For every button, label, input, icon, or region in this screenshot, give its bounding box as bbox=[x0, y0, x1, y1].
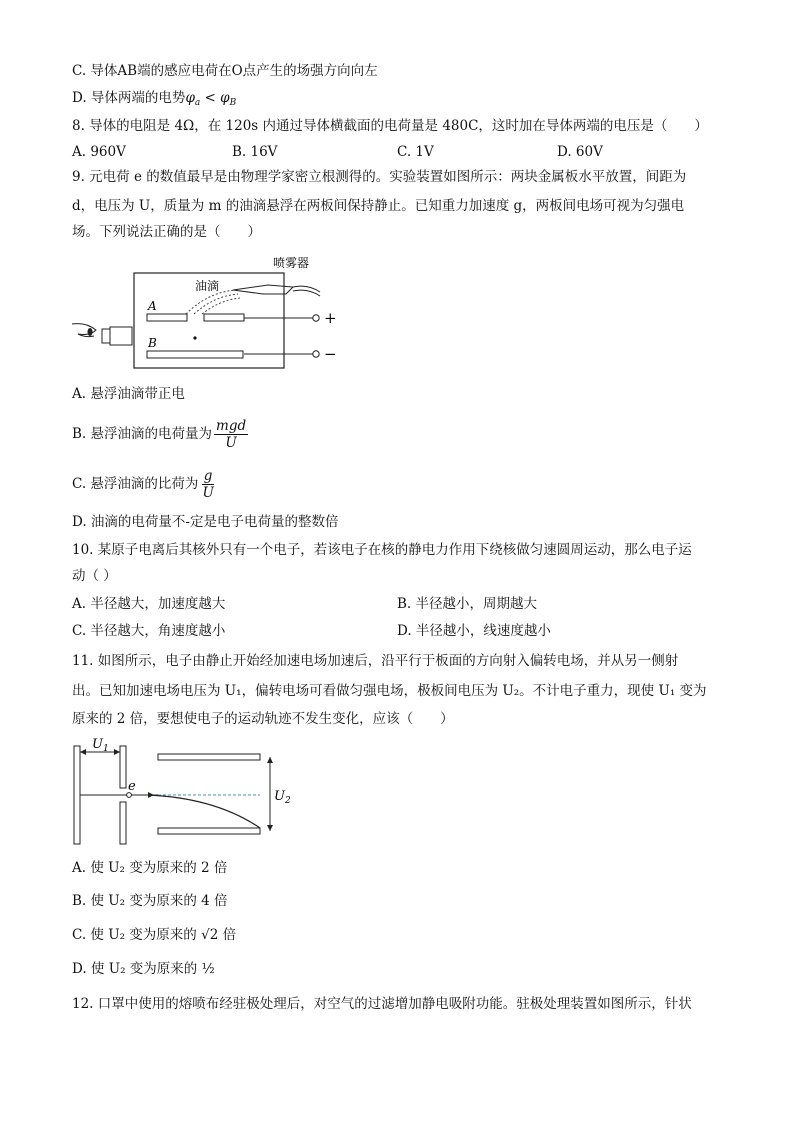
u1-label: $U_1$ bbox=[92, 737, 109, 754]
electron-deflection-figure bbox=[66, 732, 306, 850]
plate-a-left bbox=[147, 314, 187, 321]
q11-stem-line3: 原来的 2 倍，要想使电子的运动轨迹不发生变化，应该（ ） bbox=[72, 711, 454, 727]
q11-option-a: A. 使 U₂ 变为原来的 2 倍 bbox=[72, 860, 228, 876]
microscope bbox=[110, 327, 132, 345]
accelerating-plate-right-top bbox=[120, 746, 126, 788]
electron-label: e bbox=[128, 779, 136, 794]
q9-option-c bbox=[72, 466, 216, 502]
accelerating-plate-right-bottom bbox=[120, 802, 126, 844]
positive-sign: + bbox=[324, 309, 337, 327]
q9-option-c-text: C. 悬浮油滴的比荷为 bbox=[72, 476, 199, 492]
q11-stem-line2: 出。已知加速电场电压为 U₁，偏转电场可看做匀强电场，极板间电压为 U₂。不计电子重力，现使 U₁ 变为 bbox=[72, 683, 707, 699]
deflecting-plate-top bbox=[158, 754, 260, 760]
q10-option-a: A. 半径越大，加速度越大 bbox=[72, 596, 226, 612]
q11-stem-line1: 11. 如图所示，电子由静止开始经加速电场加速后，沿平行于板面的方向射入偏转电场，并从另一侧射 bbox=[72, 653, 679, 669]
q8-option-d: D. 60V bbox=[557, 144, 603, 160]
electron-trajectory bbox=[148, 795, 260, 828]
q9-stem-line1: 9. 元电荷 e 的数值最早是由物理学家密立根测得的。实验装置如图所示：两块金属板水平放置，间距为 bbox=[72, 169, 687, 185]
accelerating-plate-left bbox=[74, 746, 80, 844]
u2-label: $U_2$ bbox=[274, 789, 291, 806]
q9-option-d: D. 油滴的电荷量不-定是电子电荷量的整数倍 bbox=[72, 514, 339, 530]
q11-option-b: B. 使 U₂ 变为原来的 4 倍 bbox=[72, 893, 228, 909]
oil-droplet bbox=[193, 336, 196, 339]
q10-option-c: C. 半径越大，角速度越小 bbox=[72, 623, 226, 639]
q9-option-c-fraction: $\frac{g}{U}$ bbox=[202, 468, 214, 501]
droplet-label: 油滴 bbox=[195, 279, 220, 293]
q7-option-c: C. 导体AB端的感应电荷在O点产生的场强方向向左 bbox=[72, 63, 378, 79]
q9-option-b bbox=[72, 416, 248, 452]
plate-b bbox=[147, 351, 243, 358]
q11-option-d: D. 使 U₂ 变为原来的 ½ bbox=[72, 961, 215, 977]
q10-option-b: B. 半径越小，周期越大 bbox=[397, 596, 538, 612]
q9-option-b-fraction: $\frac{\text{mgd}}{U}$ bbox=[216, 418, 247, 451]
q9-option-a: A. 悬浮油滴带正电 bbox=[72, 386, 185, 402]
q10-stem-line1: 10. 某原子电离后其核外只有一个电子，若该电子在核的静电力作用下绕核做匀速圆周运动，那么电子运 bbox=[72, 542, 692, 558]
q12-stem-line1: 12. 口罩中使用的熔喷布经驻极处理后，对空气的过滤增加静电吸附功能。驻极处理装置如图所示，针状 bbox=[72, 996, 692, 1012]
negative-sign: − bbox=[324, 345, 337, 363]
terminal-positive bbox=[313, 315, 319, 321]
q11-option-c: C. 使 U₂ 变为原来的 √2 倍 bbox=[72, 927, 237, 943]
q10-option-d: D. 半径越小，线速度越小 bbox=[397, 623, 551, 639]
plate-a-label: A bbox=[148, 299, 157, 313]
q10-stem-line2: 动（ ） bbox=[72, 568, 117, 584]
plate-a-right bbox=[204, 314, 244, 321]
q8-option-b: B. 16V bbox=[232, 144, 278, 160]
millikan-apparatus-figure bbox=[68, 250, 358, 380]
plate-b-label: B bbox=[148, 336, 157, 350]
q7-option-d-formula: $\varphi_a < \varphi_B$ bbox=[185, 90, 237, 108]
q8-option-a: A. 960V bbox=[72, 144, 126, 160]
q8-option-c: C. 1V bbox=[397, 144, 434, 160]
q7-option-d bbox=[72, 88, 236, 113]
q8-stem: 8. 导体的电阻是 4Ω，在 120s 内通过导体横截面的电荷量是 480C，这时加在导体两端的电压是（ ） bbox=[72, 118, 708, 134]
q7-option-d-text: D. 导体两端的电势 bbox=[72, 90, 186, 106]
sprayer-label: 喷雾器 bbox=[273, 256, 310, 270]
q9-stem-line2: d，电压为 U，质量为 m 的油滴悬浮在两板间保持静止。已知重力加速度 g，两板间电场可视为匀强电 bbox=[72, 198, 685, 214]
deflecting-plate-bottom bbox=[158, 828, 260, 834]
q9-stem-line3: 场。下列说法正确的是（ ） bbox=[72, 224, 261, 240]
terminal-negative bbox=[313, 351, 319, 357]
q9-option-b-text: B. 悬浮油滴的电荷量为 bbox=[72, 426, 213, 442]
